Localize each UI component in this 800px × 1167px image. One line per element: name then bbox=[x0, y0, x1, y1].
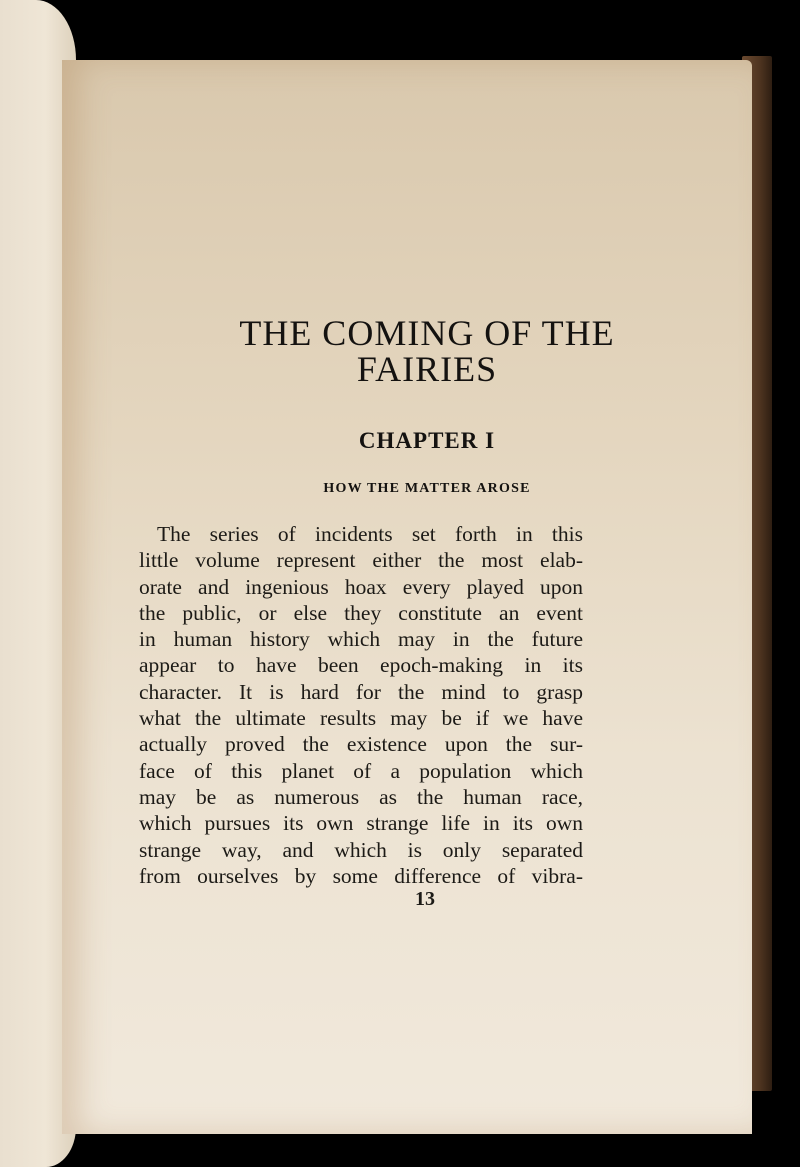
text-line: actually proved the existence upon the sur- bbox=[139, 732, 583, 757]
text-line: which pursues its own strange life in its own bbox=[139, 811, 583, 836]
text-line: strange way, and which is only separated bbox=[139, 837, 583, 862]
text-line: character. It is hard for the mind to grasp bbox=[139, 679, 583, 704]
text-line: from ourselves by some difference of vibra- bbox=[139, 863, 583, 888]
page-number: 13 bbox=[415, 888, 435, 910]
text-line: orate and ingenious hoax every played upon bbox=[139, 574, 583, 599]
book-title-line-2: FAIRIES bbox=[356, 349, 498, 389]
book-title-line-1: THE COMING OF THE bbox=[239, 313, 615, 353]
text-line: The series of incidents set forth in this bbox=[157, 522, 583, 546]
text-line: in human history which may in the future bbox=[139, 627, 583, 652]
text-line: appear to have been epoch-making in its bbox=[139, 653, 583, 678]
text-line: the public, or else they constitute an event bbox=[139, 600, 583, 625]
chapter-subtitle: HOW THE MATTER AROSE bbox=[323, 481, 531, 496]
body-paragraph bbox=[139, 521, 583, 889]
book-page bbox=[62, 60, 752, 1134]
text-line: what the ultimate results may be if we have bbox=[139, 706, 583, 731]
text-line: face of this planet of a population which bbox=[139, 758, 583, 783]
text-line: little volume represent either the most elab- bbox=[139, 548, 583, 573]
chapter-heading: CHAPTER I bbox=[358, 428, 496, 453]
text-line: may be as numerous as the human race, bbox=[139, 784, 583, 809]
